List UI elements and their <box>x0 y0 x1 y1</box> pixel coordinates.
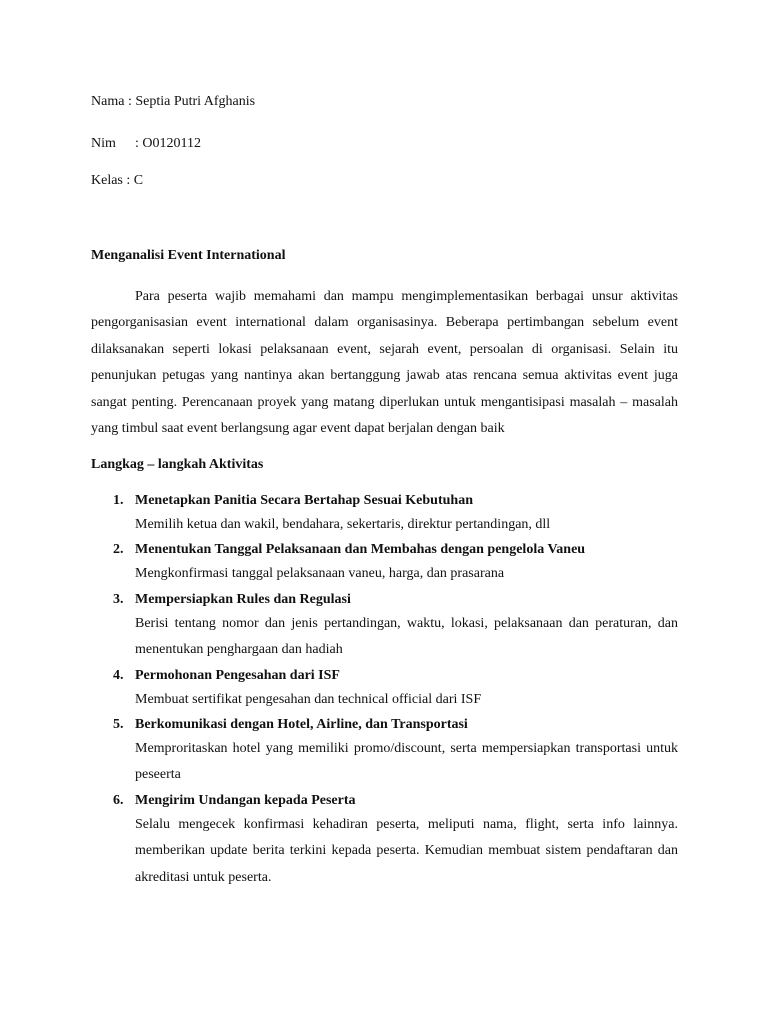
step-number: 1. <box>113 493 124 508</box>
step-title: Menentukan Tanggal Pelaksanaan dan Membahas dengan pengelola Vaneu <box>135 542 586 558</box>
step-title: Permohonan Pengesahan dari ISF <box>135 667 340 683</box>
step-title: Mengirim Undangan kepada Peserta <box>135 792 356 808</box>
nama-value: : Septia Putri Afghanis <box>127 94 256 109</box>
step-title: Mempersiapkan Rules dan Regulasi <box>135 591 351 607</box>
nim-value: : O0120112 <box>135 136 201 151</box>
step-description: Selalu mengecek konfirmasi kehadiran peserta, meliputi nama, flight, serta info lainnya. memberikan update berita terkini kepada peserta. Kemudian membuat sistem pendaftaran dan akreditasi untuk peserta. <box>135 816 678 885</box>
step-description: Memilih ketua dan wakil, bendahara, sekertaris, direktur pertandingan, dll <box>135 517 551 532</box>
step-description: Membuat sertifikat pengesahan dan technical official dari ISF <box>135 691 482 707</box>
step-description: Mengkonfirmasi tanggal pelaksanaan vaneu, harga, dan prasarana <box>135 566 505 582</box>
kelas-value: : C <box>122 173 144 188</box>
nim-label: Nim <box>91 136 116 151</box>
list-item <box>91 589 678 664</box>
nim-line <box>91 135 201 153</box>
list-item <box>91 714 678 789</box>
nama-label: Nama <box>91 94 125 109</box>
nama-line <box>91 93 255 111</box>
kelas-line <box>91 172 143 190</box>
step-number: 4. <box>113 667 124 683</box>
document-title: Menganalisi Event International <box>91 248 286 263</box>
kelas-label: Kelas <box>91 173 123 188</box>
list-item <box>91 790 678 891</box>
list-item <box>91 539 678 587</box>
steps-list <box>91 490 678 892</box>
list-item <box>91 490 678 538</box>
list-item <box>91 665 678 713</box>
intro-paragraph-text: Para peserta wajib memahami dan mampu mengimplementasikan berbagai unsur aktivitas pengorganisasian event international dalam organisasinya. Beberapa pertimbangan sebelum event dilaksanakan seperti lokasi pelaksanaan event, sejarah event, persoalan di organisasi. Selain itu penunjukan petugas yang nantinya akan bertanggung jawab atas rencana semua aktivitas event juga sangat penting. Perencanaan proyek yang matang diperlukan untuk mengantisipasi masalah – masalah yang timbul saat event berlangsung agar event dapat berjalan dengan baik <box>91 289 678 437</box>
step-number: 6. <box>113 792 124 808</box>
step-title: Berkomunikasi dengan Hotel, Airline, dan Transportasi <box>135 717 468 733</box>
step-number: 3. <box>113 591 124 607</box>
intro-paragraph <box>91 284 678 442</box>
step-number: 5. <box>113 717 124 733</box>
step-description: Memproritaskan hotel yang memiliki promo/discount, serta mempersiapkan transportasi untuk peseerta <box>135 741 678 783</box>
step-description: Berisi tentang nomor dan jenis pertandingan, waktu, lokasi, pelaksanaan dan peraturan, dan menentukan penghargaan dan hadiah <box>135 615 678 658</box>
steps-heading: Langkag – langkah Aktivitas <box>91 457 264 472</box>
step-number: 2. <box>113 542 124 558</box>
step-title: Menetapkan Panitia Secara Bertahap Sesuai Kebutuhan <box>135 493 473 508</box>
